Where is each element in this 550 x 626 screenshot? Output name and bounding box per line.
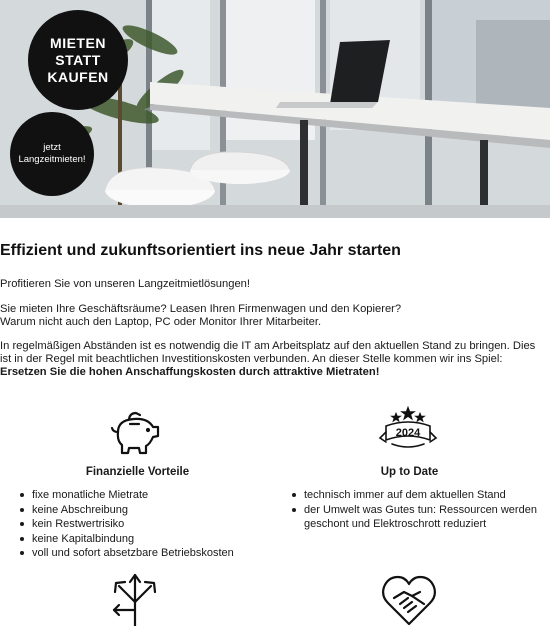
year-2024-icon: [378, 404, 438, 456]
question-paragraph: [0, 303, 546, 329]
body-text: In regelmäßigen Abständen ist es notwendig die IT am Arbeitsplatz auf den aktuellen Stand zu bringen. Dies ist in der Regel mit beachtlichen Investitionskosten verbunden. An dieser Stelle kommen wir ins Spiel:: [0, 340, 536, 365]
feature-list: [292, 488, 542, 532]
feature-title: Up to Date: [380, 466, 439, 478]
question-line: Sie mieten Ihre Geschäftsräume? Leasen Ihren Firmenwagen und den Kopierer?: [0, 303, 402, 315]
piggy-bank-icon: [108, 408, 162, 456]
hero-image: [0, 0, 550, 218]
intro-paragraph: Profitieren Sie von unseren Langzeitmietlösungen!: [0, 278, 251, 290]
langzeitmieten-badge: [10, 112, 94, 196]
year-label: 2024: [395, 427, 421, 439]
mieten-statt-kaufen-badge: [28, 10, 128, 110]
badge-line: STATT: [55, 51, 101, 68]
badge-line: KAUFEN: [47, 68, 109, 85]
list-item: fixe monatliche Mietrate: [20, 488, 234, 503]
badge-line: MIETEN: [50, 34, 106, 51]
body-paragraph: [0, 340, 546, 379]
arrows-branch-icon: [110, 572, 160, 626]
question-line: Warum nicht auch den Laptop, PC oder Monitor Ihrer Mitarbeiter.: [0, 316, 322, 328]
body-highlight: Ersetzen Sie die hohen Anschaffungskosten durch attraktive Mietraten!: [0, 366, 380, 378]
list-item: voll und sofort absetzbare Betriebskosten: [20, 546, 234, 561]
list-item: keine Abschreibung: [20, 503, 234, 518]
badge-line: Langzeitmieten!: [18, 154, 86, 165]
heart-handshake-icon: [380, 574, 438, 626]
list-item: der Umwelt was Gutes tun: Ressourcen werden geschont und Elektroschrott reduziert: [292, 503, 542, 532]
list-item: technisch immer auf dem aktuellen Stand: [292, 488, 542, 503]
feature-title: Finanzielle Vorteile: [85, 466, 190, 478]
headline: Effizient und zukunftsorientiert ins neue Jahr starten: [0, 242, 401, 259]
badge-line: jetzt: [43, 142, 61, 153]
feature-list: [20, 488, 234, 561]
list-item: keine Kapitalbindung: [20, 532, 234, 547]
list-item: kein Restwertrisiko: [20, 517, 234, 532]
